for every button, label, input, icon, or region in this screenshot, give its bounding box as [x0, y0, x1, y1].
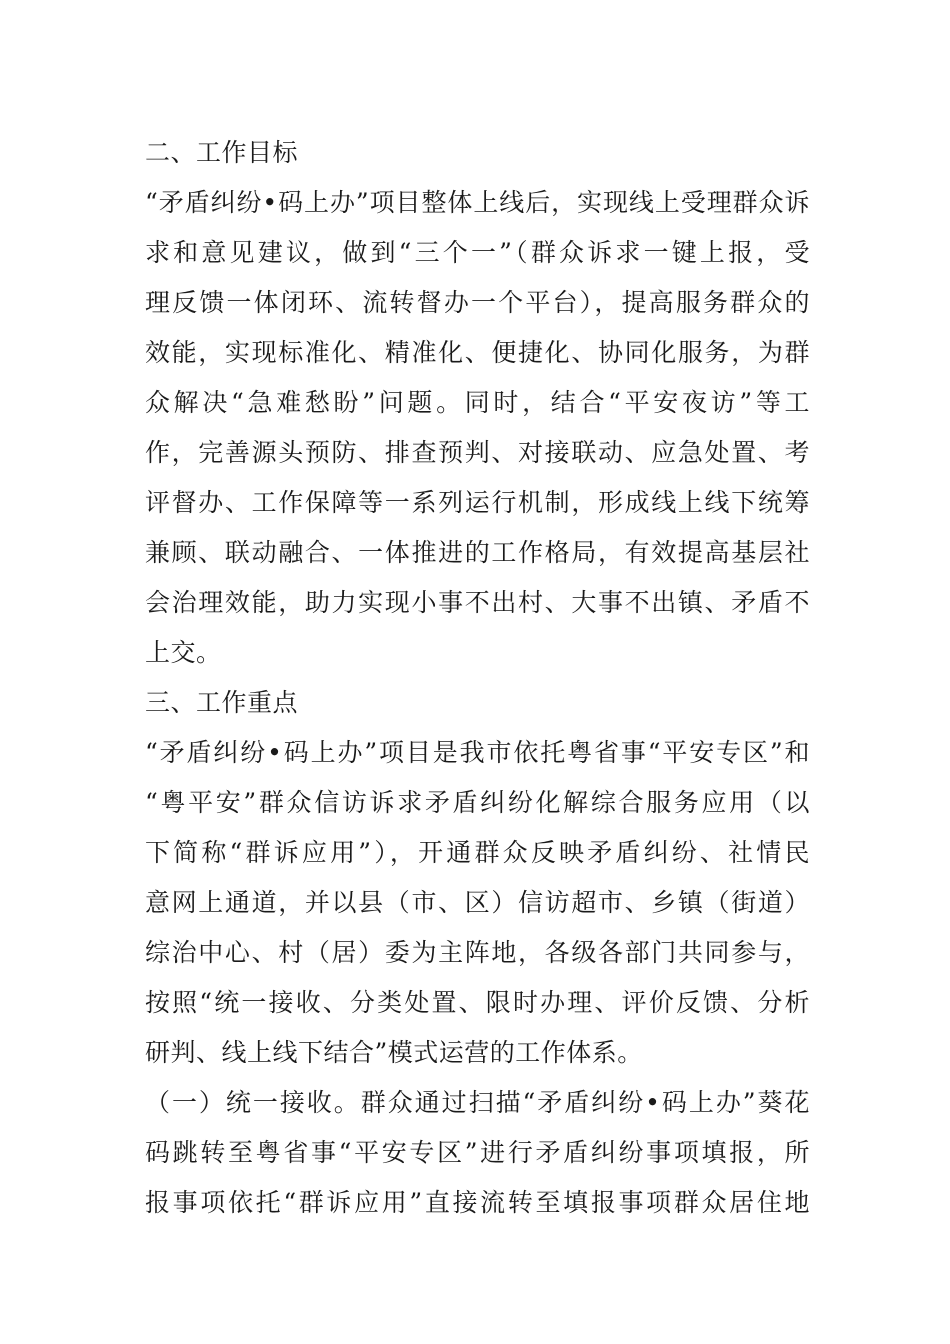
paragraph-line: 会治理效能，助力实现小事不出村、大事不出镇、矛盾不 — [145, 588, 810, 617]
paragraph-line: 码跳转至粤省事“平安专区”进行矛盾纠纷事项填报，所 — [145, 1138, 810, 1167]
paragraph-line: 求和意见建议，做到“三个一”（群众诉求一键上报，受 — [145, 238, 810, 267]
section-heading-work-focus: 三、工作重点 — [145, 688, 299, 717]
paragraph-line: 效能，实现标准化、精准化、便捷化、协同化服务，为群 — [145, 338, 810, 367]
paragraph-line: “矛盾纠纷•码上办”项目整体上线后，实现线上受理群众诉 — [145, 188, 810, 217]
paragraph-line: 兼顾、联动融合、一体推进的工作格局，有效提高基层社 — [145, 538, 810, 567]
paragraph-line: “粤平安”群众信访诉求矛盾纠纷化解综合服务应用（以 — [145, 788, 810, 817]
paragraph-line: 意网上通道，并以县（市、区）信访超市、乡镇（街道） — [145, 888, 810, 917]
paragraph-line: 众解决“急难愁盼”问题。同时，结合“平安夜访”等工 — [145, 388, 810, 417]
paragraph-line: “矛盾纠纷•码上办”项目是我市依托粤省事“平安专区”和 — [145, 738, 810, 767]
paragraph-line: 综治中心、村（居）委为主阵地，各级各部门共同参与， — [145, 938, 810, 967]
paragraph-line: 按照“统一接收、分类处置、限时办理、评价反馈、分析 — [145, 988, 810, 1017]
paragraph-line: 上交。 — [145, 638, 222, 667]
paragraph-line: 报事项依托“群诉应用”直接流转至填报事项群众居住地 — [145, 1188, 810, 1217]
paragraph-line: （一）统一接收。群众通过扫描“矛盾纠纷•码上办”葵花 — [145, 1088, 810, 1117]
paragraph-line: 理反馈一体闭环、流转督办一个平台），提高服务群众的 — [145, 288, 810, 317]
paragraph-line: 研判、线上线下结合”模式运营的工作体系。 — [145, 1038, 643, 1067]
paragraph-line: 作，完善源头预防、排查预判、对接联动、应急处置、考 — [145, 438, 810, 467]
paragraph-line: 评督办、工作保障等一系列运行机制，形成线上线下统筹 — [145, 488, 810, 517]
paragraph-line: 下简称“群诉应用”），开通群众反映矛盾纠纷、社情民 — [145, 838, 810, 867]
section-heading-work-goals: 二、工作目标 — [145, 138, 299, 167]
